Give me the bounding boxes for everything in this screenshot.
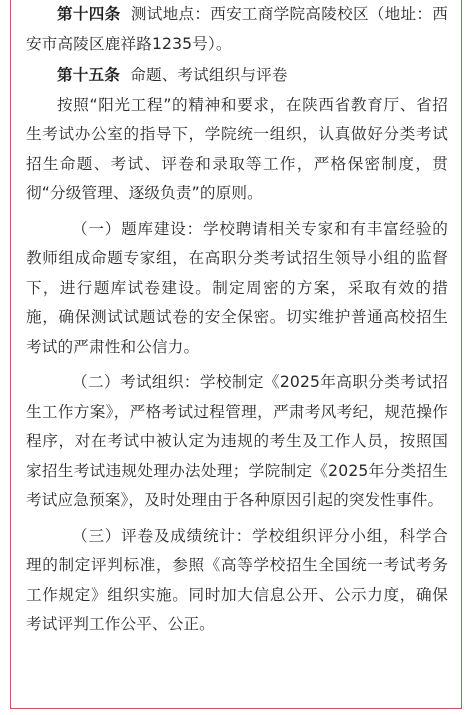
article-15-item-1: （一）题库建设：学校聘请相关专家和有丰富经验的教师组成命题专家组，在高职分类考试招生领导小组的监督下，进行题库试卷建设。制定周密的方案，采取有效的措施，确保测试试题试卷的安全保密。切实维护普通高校招生考试的严肃性和公信力。	[26, 219, 448, 356]
article-15-intro: 按照“阳光工程”的精神和要求，在陕西省教育厅、省招生考试办公室的指导下，学院统一组织，认真做好分类考试招生命题、考试、评卷和录取等工作，严格保密制度，贯彻“分级管理、逐级负责”的原则。	[26, 95, 448, 202]
article-14-label: 第十四条	[57, 5, 121, 23]
article-14	[26, 0, 448, 59]
article-15-item-3: （三）评卷及成绩统计：学校组织评分小组，科学合理的制定评判标准，参照《高等学校招生全国统一考试考务工作规定》组织实施。同时加大信息公开、公示力度，确保考试评判工作公平、公正。	[26, 526, 448, 633]
article-14-text: 测试地点：西安工商学院高陵校区（地址：西安市高陵区鹿祥路1235号）。	[26, 5, 448, 53]
article-15-heading	[26, 61, 448, 91]
article-15-title: 命题、考试组织与评卷	[130, 66, 288, 84]
document-body	[26, 0, 448, 640]
article-15-item-2: （二）考试组织：学校制定《2025年高职分类考试招生工作方案》，严格考试过程管理，严肃考风考纪，规范操作程序，对在考试中被认定为违规的考生及工作人员，按照国家招生考试违规处理办法处理；学院制定《2025年分类招生考试应急预案》，及时处理由于各种原因引起的突发性事件。	[26, 373, 448, 509]
article-15-label: 第十五条	[57, 66, 120, 84]
